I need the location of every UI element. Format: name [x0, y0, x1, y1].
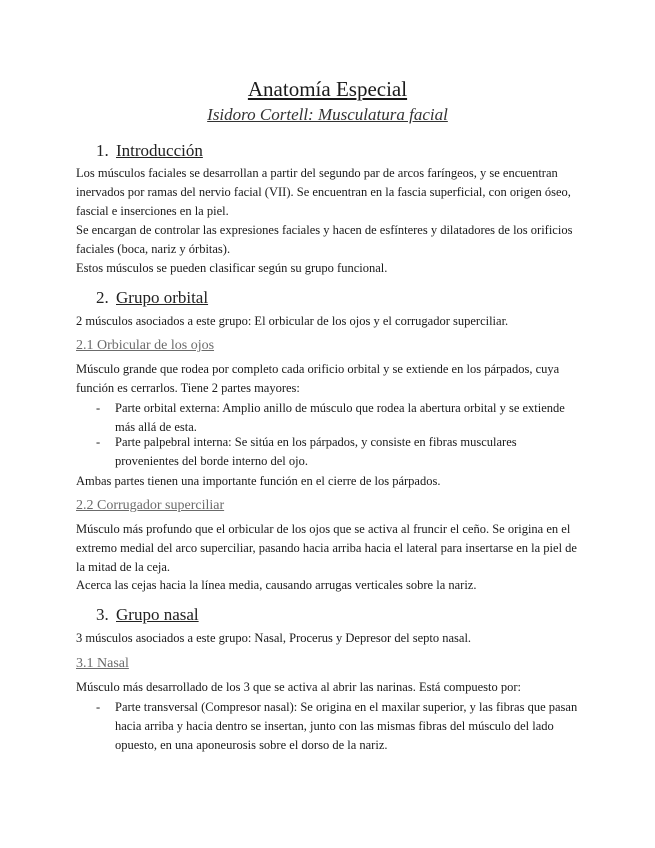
list-item: [96, 433, 581, 471]
section-number: 1.: [96, 141, 109, 160]
paragraph: Estos músculos se pueden clasificar según su grupo funcional.: [76, 261, 388, 275]
list-item-text: Parte orbital externa: Amplio anillo de músculo que rodea la abertura orbital y se extiende más allá de esta.: [115, 401, 565, 434]
paragraph: Se encargan de controlar las expresiones faciales y hacen de esfínteres y dilatadores de los orificios faciales (boca, nariz y órbitas).: [76, 223, 573, 256]
document-title: Anatomía Especial: [247, 77, 408, 101]
subsection-heading-orbicular: 2.1 Orbicular de los ojos: [76, 338, 215, 353]
paragraph: 2 músculos asociados a este grupo: El orbicular de los ojos y el corrugador superciliar.: [76, 314, 509, 328]
section-title: Grupo nasal: [116, 605, 199, 624]
section-heading-grupo-orbital: [96, 287, 208, 309]
list-item-text: Parte palpebral interna: Se sitúa en los párpados, y consiste en fibras musculares provenientes del borde interno del ojo.: [115, 435, 517, 468]
list-item: [96, 399, 581, 437]
document-subtitle: Isidoro Cortell: Musculatura facial: [207, 105, 448, 124]
paragraph: Acerca las cejas hacia la línea media, causando arrugas verticales sobre la nariz.: [76, 578, 477, 592]
subsection-heading-corrugador: 2.2 Corrugador superciliar: [76, 498, 225, 513]
list-item: [96, 698, 581, 755]
paragraph: Músculo más profundo que el orbicular de los ojos que se activa al fruncir el ceño. Se origina en el extremo medial del arco superciliar, pasando hacia arriba hacia el lateral para insertarse en la piel de la mitad de la ceja.: [76, 522, 577, 574]
section-number: 2.: [96, 288, 109, 307]
section-heading-grupo-nasal: [96, 604, 199, 626]
paragraph: Los músculos faciales se desarrollan a partir del segundo par de arcos faríngeos, y se encuentran inervados por ramas del nervio facial (VII). Se encuentran en la fascia superficial, con origen óseo, fascial e inserciones en la piel.: [76, 166, 571, 218]
list-item-text: Parte transversal (Compresor nasal): Se origina en el maxilar superior, y las fibras que pasan hacia arriba y hacia dentro se insertan, junto con las mismas fibras del músculo del lado opuesto, en una aponeurosis sobre el dorso de la nariz.: [115, 700, 578, 752]
subsection-heading-nasal: 3.1 Nasal: [76, 656, 129, 671]
section-heading-introduccion: [96, 140, 203, 162]
paragraph: Músculo grande que rodea por completo cada orificio orbital y se extiende en los párpados, cuya función es cerrarlos. Tiene 2 partes mayores:: [76, 362, 560, 395]
paragraph: Músculo más desarrollado de los 3 que se activa al abrir las narinas. Está compuesto por:: [76, 680, 522, 694]
section-title: Introducción: [116, 141, 203, 160]
list-bullet: -: [96, 700, 101, 714]
list-bullet: -: [96, 401, 101, 415]
section-title: Grupo orbital: [116, 288, 209, 307]
section-number: 3.: [96, 605, 109, 624]
list-bullet: -: [96, 435, 101, 449]
paragraph: 3 músculos asociados a este grupo: Nasal, Procerus y Depresor del septo nasal.: [76, 631, 472, 645]
paragraph: Ambas partes tienen una importante función en el cierre de los párpados.: [76, 474, 441, 488]
